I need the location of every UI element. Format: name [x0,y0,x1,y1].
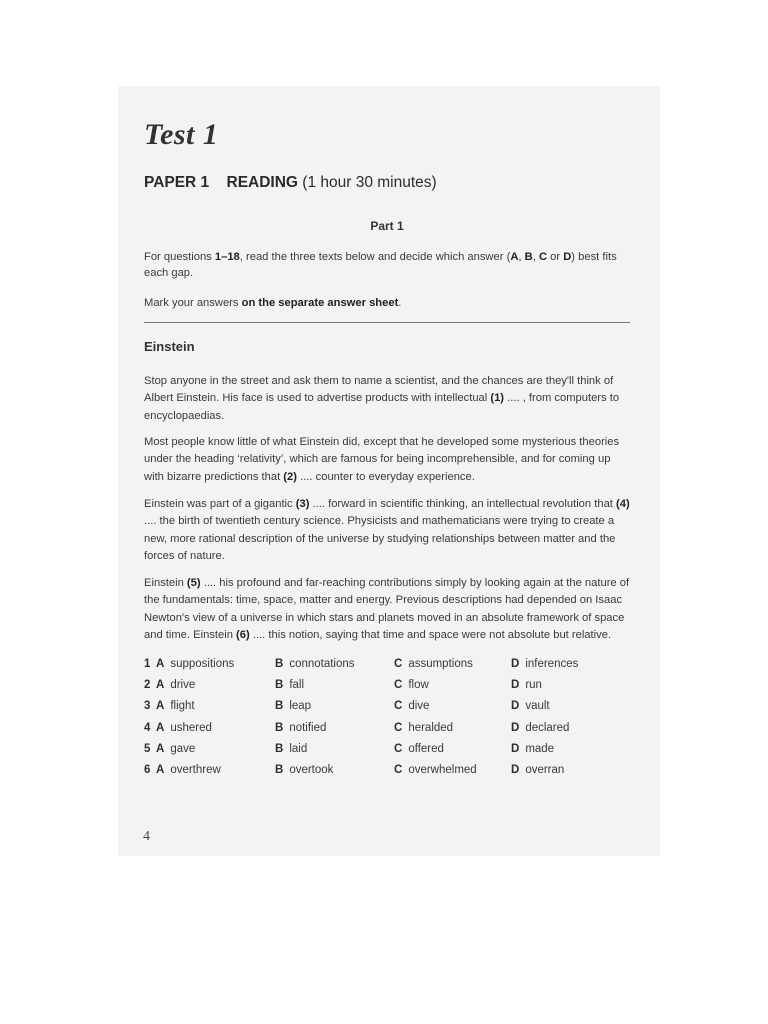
answer-option-d [511,700,550,712]
duration-label: (1 hour 30 minutes) [302,174,437,191]
option-text: flow [408,679,429,692]
option-letter: D [511,700,520,713]
option-letter: D [511,742,520,755]
option-text: overwhelmed [408,764,477,776]
option-text: vault [525,700,550,713]
option-text: leap [289,700,312,713]
answer-option-d [511,743,554,755]
question-number: 5 [144,742,151,755]
answer-option-d [511,722,569,734]
option-letter: C [394,658,403,670]
answer-option-b [275,700,311,712]
question-row [144,743,634,761]
option-letter: C [394,700,403,713]
option-letter: A [156,742,165,755]
option-letter: B [275,721,284,734]
question-number: 2 [144,679,151,692]
paper-heading [144,174,437,192]
option-letter: D [511,721,520,734]
answer-option-b [275,764,333,776]
answer-option-a [156,658,234,670]
option-text: ushered [170,721,212,734]
option-letter: D [511,658,520,670]
answer-option-a [156,764,221,776]
answer-option-b [275,658,355,670]
divider [144,322,630,323]
answer-option-c [394,722,453,734]
option-letter: B [275,679,284,692]
option-text: inferences [525,658,579,670]
option-text: overthrew [170,764,221,776]
option-text: suppositions [170,658,235,670]
answer-option-b [275,743,307,755]
option-text: made [525,742,555,755]
paragraph-3: Einstein was part of a gigantic (3) .... forward in scientific thinking, an intellectual revolution that (4) .... the birth of twentieth century science. Physicists and mathematicians were trying to create a new, more rational description of the universe by studying relationships between matter and the forces of nature. [144,498,630,563]
answer-option-d [511,658,578,670]
option-letter: D [511,679,520,692]
question-number: 4 [144,721,151,734]
option-text: heralded [408,721,454,734]
question-row [144,700,634,718]
answer-option-a [156,743,195,755]
text-title: Einstein [144,339,195,354]
option-text: flight [170,700,195,713]
section-label: READING [226,174,298,191]
option-text: gave [170,742,196,755]
option-text: declared [525,721,570,734]
option-letter: C [394,679,403,692]
test-title: Test 1 [144,118,219,151]
answer-option-c [394,700,429,712]
option-text: offered [408,742,444,755]
question-row [144,679,634,697]
question-number: 6 [144,764,151,776]
option-text: drive [170,679,196,692]
option-letter: A [156,700,165,713]
answer-option-c [394,679,429,691]
option-text: run [525,679,542,692]
option-letter: C [394,764,403,776]
answer-sheet-instruction: Mark your answers on the separate answer sheet. [144,297,402,309]
option-letter: A [156,721,165,734]
option-letter: B [275,700,284,713]
option-text: notified [289,721,327,734]
option-letter: C [394,721,403,734]
option-text: laid [289,742,308,755]
paragraph-1: Stop anyone in the street and ask them to name a scientist, and the chances are they'll think of Albert Einstein. His face is used to advertise products with intellectual (1) .... , from computers to encyclopaedias. [144,375,620,422]
question-number: 3 [144,700,151,713]
answer-option-d [511,764,564,776]
question-row [144,658,634,676]
option-letter: A [156,658,165,670]
paper-label: PAPER 1 [144,174,210,191]
answer-option-a [156,722,212,734]
answer-option-c [394,658,473,670]
option-text: overtook [289,764,334,776]
page-number: 4 [143,829,150,844]
answer-option-c [394,743,444,755]
option-letter: B [275,742,284,755]
answer-option-b [275,722,326,734]
part-title: Part 1 [370,219,404,233]
option-text: fall [289,679,305,692]
question-number: 1 [144,658,151,670]
option-letter: C [394,742,403,755]
paragraph-4: Einstein (5) .... his profound and far-reaching contributions simply by looking again at the nature of the fundamentals: time, space, matter and energy. Previous descriptions had depended on Isaac Newton's view of a universe in which stars and planets moved in an absolute framework of space and time. Einstein (6) .... this notion, saying that time and space were not absolute but relative. [144,577,630,642]
option-letter: A [156,679,165,692]
option-text: connotations [289,658,355,670]
paragraph-2: Most people know little of what Einstein did, except that he developed some mysterious theories under the heading ‘relativity’, which are famous for being incomprehensible, and for coming up with bizarre predictions that (2) .... counter to everyday experience. [144,436,620,483]
questions-instruction: For questions 1–18, read the three texts below and decide which answer (A, B, C or D) best fits each gap. [144,251,617,279]
answer-option-d [511,679,542,691]
answer-option-a [156,700,195,712]
option-letter: B [275,658,284,670]
option-letter: A [156,764,165,776]
answer-option-a [156,679,195,691]
option-text: assumptions [408,658,473,670]
option-text: dive [408,700,430,713]
option-letter: B [275,764,284,776]
answer-option-b [275,679,304,691]
question-row [144,722,634,740]
option-letter: D [511,764,520,776]
question-row [144,764,634,782]
option-text: overran [525,764,565,776]
answer-option-c [394,764,477,776]
